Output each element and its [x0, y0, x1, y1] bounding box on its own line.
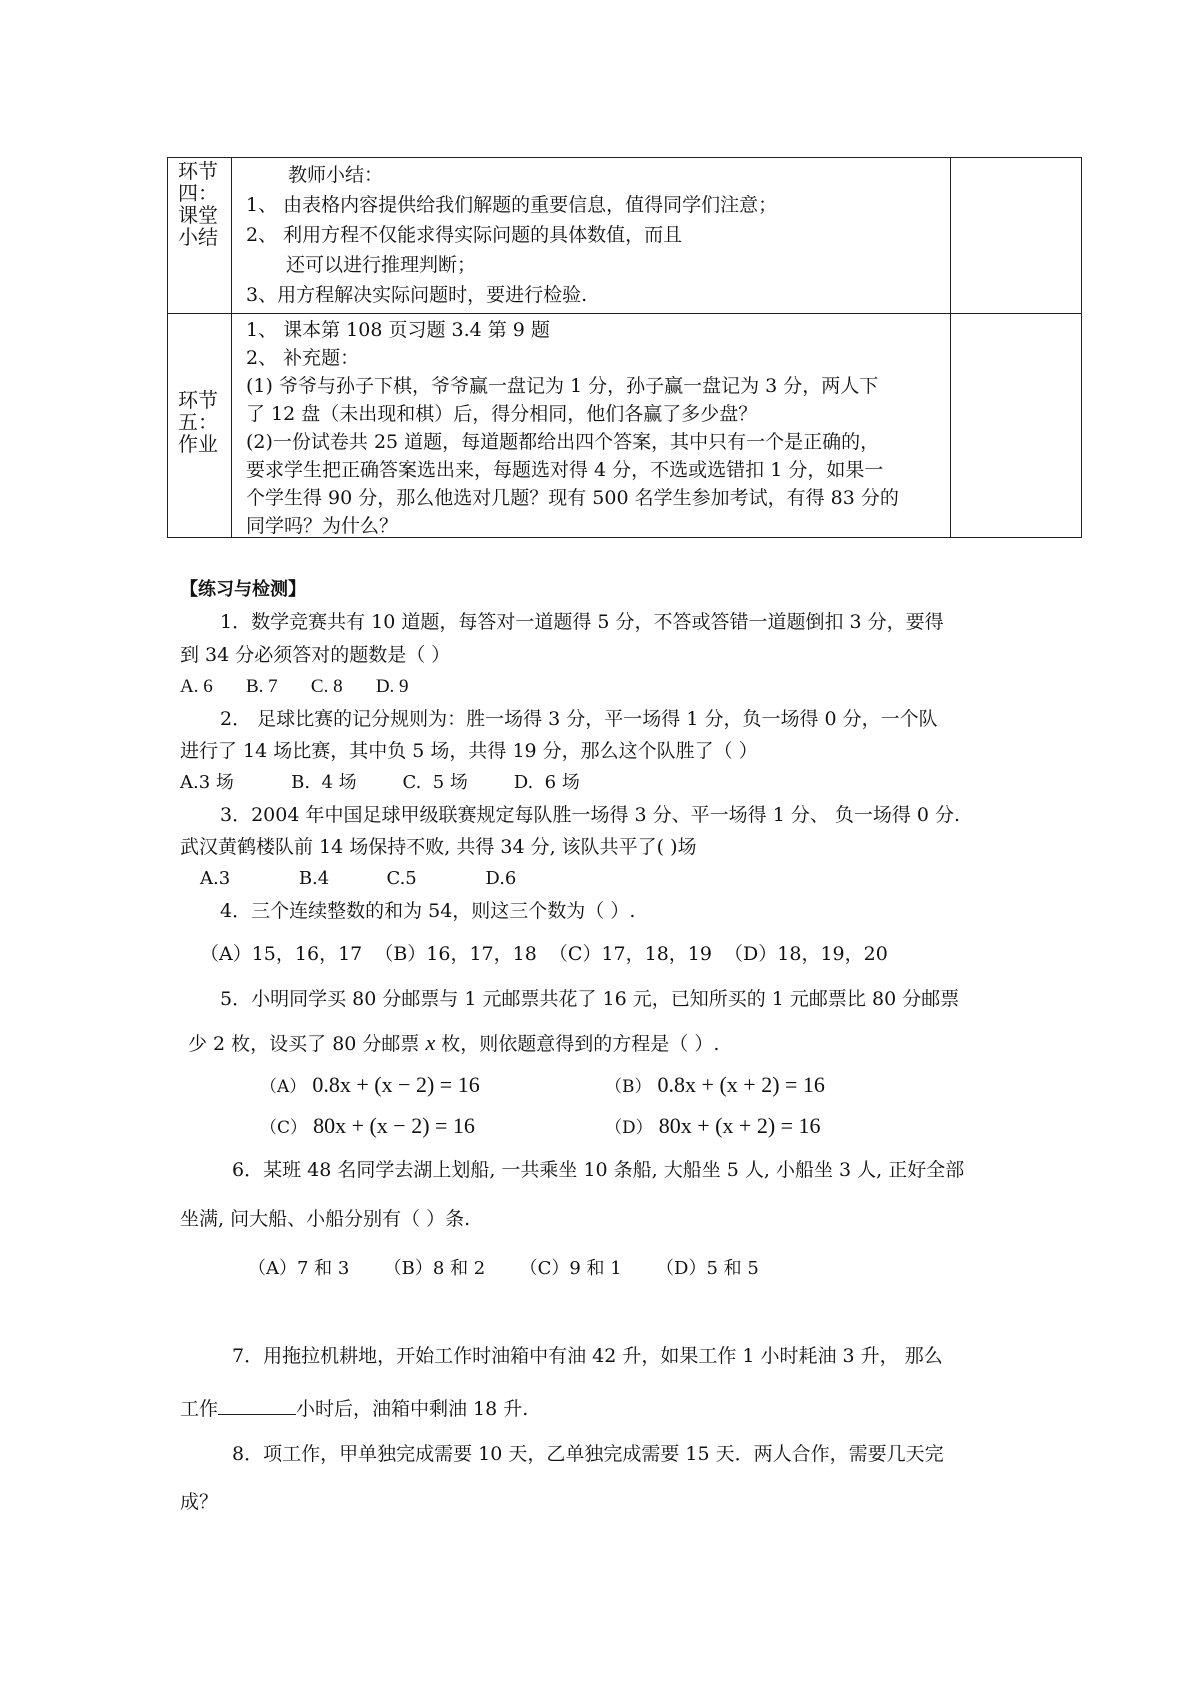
- question-1-line: 到 34 分必须答对的题数是（ ）: [180, 644, 451, 666]
- question-5-line: 5．小明同学买 80 分邮票与 1 元邮票共花了 16 元，已知所买的 1 元邮票比 80 分邮票: [220, 988, 960, 1010]
- notes-cell: [951, 158, 1082, 314]
- content-line: 要求学生把正确答案选出来，每题选对得 4 分，不选或选错扣 1 分，如果一: [246, 459, 884, 481]
- question-3-line: 武汉黄鹤楼队前 14 场保持不败, 共得 34 分, 该队共平了( )场: [180, 836, 697, 858]
- answer-blank[interactable]: [218, 1396, 296, 1415]
- content-line: 个学生得 90 分，那么他选对几题？现有 500 名学生参加考试，有得 83 分的: [246, 487, 899, 509]
- question-6-line: 6．某班 48 名同学去湖上划船, 一共乘坐 10 条船, 大船坐 5 人, 小船坐 3 人, 正好全部: [232, 1159, 965, 1181]
- question-8-line: 8．项工作，甲单独完成需要 10 天，乙单独完成需要 15 天．两人合作，需要几天完: [232, 1443, 944, 1465]
- content-line: (2)一份试卷共 25 道题，每道题都给出四个答案，其中只有一个是正确的，: [246, 431, 880, 453]
- question-7-line: 工作 小时后，油箱中剩油 18 升.: [180, 1398, 529, 1420]
- content-line: 了 12 盘（未出现和棋）后，得分相同，他们各赢了多少盘？: [246, 403, 758, 425]
- stage-label: 环节 四： 课堂 小结: [178, 159, 218, 249]
- stage-label: 环节 五： 作业: [178, 388, 218, 456]
- content-line: 3、用方程解决实际问题时，要进行检验.: [246, 284, 588, 306]
- content-line: 1、 课本第 108 页习题 3.4 第 9 题: [246, 319, 550, 341]
- question-5-option-b: （B） 0.8x + (x + 2) = 16: [605, 1072, 825, 1097]
- question-6-line: 坐满, 问大船、小船分别有（ ）条.: [180, 1208, 471, 1230]
- stage-content-cell: [232, 314, 951, 538]
- question-5-line: 少 2 枚，设买了 80 分邮票 x 枚，则依题意得到的方程是（ ）.: [188, 1030, 720, 1055]
- question-2-options: A.3 场 B. 4 场 C. 5 场 D. 6 场: [180, 772, 580, 793]
- question-7-line: 7．用拖拉机耕地，开始工作时油箱中有油 42 升，如果工作 1 小时耗油 3 升， 那么: [232, 1345, 943, 1367]
- lesson-table: [167, 157, 1082, 538]
- question-1-options: A. 6 B. 7 C. 8 D. 9: [180, 676, 409, 697]
- question-4-line: 4．三个连续整数的和为 54，则这三个数为（ ）.: [220, 900, 636, 922]
- content-line: 同学吗？为什么？: [246, 515, 399, 537]
- content-line: 1、 由表格内容提供给我们解题的重要信息，值得同学们注意；: [246, 194, 778, 216]
- stage-label-cell: [168, 314, 232, 538]
- notes-cell: [951, 314, 1082, 538]
- table-row: [168, 314, 1082, 538]
- table-row: [168, 158, 1082, 314]
- question-2-line: 2． 足球比赛的记分规则为：胜一场得 3 分，平一场得 1 分，负一场得 0 分，一个队: [220, 708, 938, 730]
- question-4-options: （A）15，16，17 （B）16，17，18 （C）17，18，19 （D）18，19，20: [200, 943, 888, 965]
- question-3-options: A.3 B.4 C.5 D.6: [200, 868, 517, 889]
- variable-x: x: [425, 1030, 436, 1055]
- question-2-line: 进行了 14 场比赛，其中负 5 场，共得 19 分，那么这个队胜了（ ）: [180, 740, 758, 762]
- stage-content-cell: [232, 158, 951, 314]
- content-line: (1) 爷爷与孙子下棋，爷爷赢一盘记为 1 分，孙子赢一盘记为 3 分，两人下: [246, 375, 879, 397]
- content-line: 2、 补充题：: [246, 347, 360, 369]
- section-heading: 【练习与检测】: [180, 579, 306, 600]
- question-5-option-d: （D） 80x + (x + 2) = 16: [605, 1113, 821, 1138]
- question-1-line: 1．数学竞赛共有 10 道题，每答对一道题得 5 分，不答或答错一道题倒扣 3 分，要得: [220, 611, 944, 633]
- question-5-option-c: （C） 80x + (x − 2) = 16: [260, 1113, 475, 1138]
- question-8-line: 成？: [180, 1491, 219, 1513]
- question-3-line: 3．2004 年中国足球甲级联赛规定每队胜一场得 3 分、平一场得 1 分、 负一场得 0 分.: [220, 804, 961, 826]
- question-6-options: （A）7 和 3 （B）8 和 2 （C）9 和 1 （D）5 和 5: [248, 1258, 759, 1279]
- question-5-option-a: （A） 0.8x + (x − 2) = 16: [260, 1072, 480, 1097]
- content-line: 2、 利用方程不仅能求得实际问题的具体数值，而且: [246, 224, 683, 246]
- content-line: 还可以进行推理判断；: [286, 254, 477, 276]
- summary-title: 教师小结：: [288, 164, 384, 186]
- stage-label-cell: [168, 158, 232, 314]
